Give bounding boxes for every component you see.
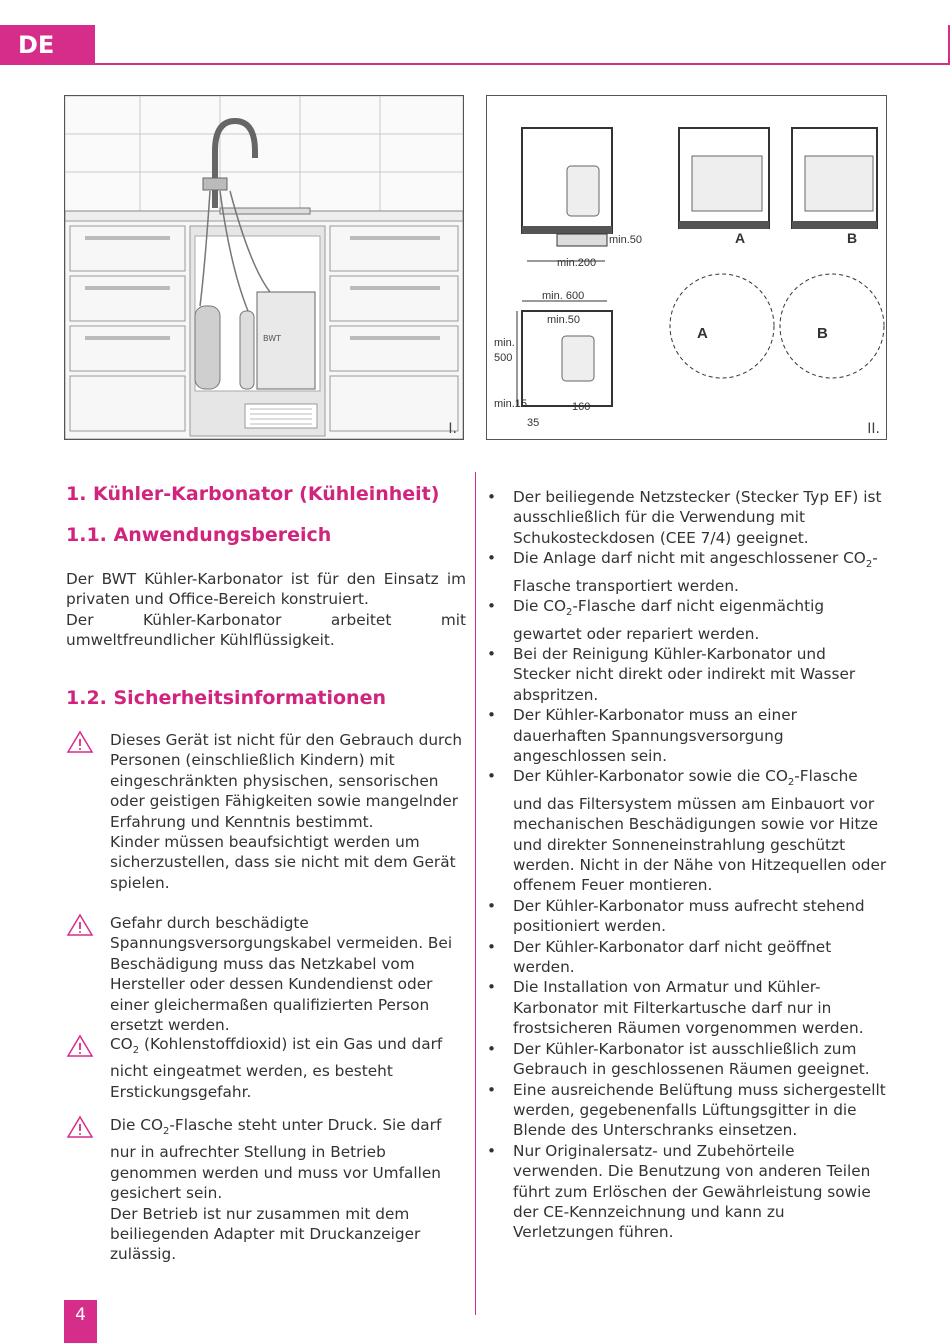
language-tab: DE	[0, 25, 95, 65]
figure-installation-dimensions	[486, 95, 887, 440]
list-item: • Die $CO_2$-Flasche darf nicht eigenmächtig gewartet oder repariert werden.	[487, 597, 825, 643]
list-item: • Der Kühler-Karbonator sowie die $CO_2$-Flasche und das Filtersystem müssen am Einbauort vor mechanischen Beschädigungen sowie vor Hitze und direkter Sonneneinstrahlung geschützt werden. Nicht in der Nähe von Hitzequellen oder offenem Feuer montieren.	[487, 767, 887, 895]
figure-label-1: I.	[448, 421, 457, 437]
warning-text-4-rest: -Flasche steht unter Druck. Sie darf nur in aufrechter Stellung in Betrieb genommen werden und muss vor Umfallen gesichert sein.	[110, 1116, 442, 1203]
warning-text-1b: Kinder müssen beaufsichtigt werden um sicherzustellen, dass sie nicht mit dem Gerät spielen.	[110, 833, 456, 892]
dim-min15: min.15	[494, 398, 528, 410]
dim-min50-a: min.50	[609, 234, 643, 246]
warning-text-4	[110, 1115, 470, 1265]
scope-text-2: Der Kühler-Karbonator arbeitet mit umweltfreundlicher Kühlflüssigkeit.	[66, 610, 466, 650]
scope-text-1: Der BWT Kühler-Karbonator ist für den Einsatz im privaten und Office-Bereich konstruiert.	[66, 570, 466, 609]
subsection-title-scope: 1.1. Anwendungsbereich	[66, 524, 332, 546]
brand-mark: BWT	[263, 334, 281, 343]
figure-kitchen-installation	[64, 95, 464, 440]
list-item: • Die Installation von Armatur und Kühler-Karbonator mit Filterkartusche darf nur in frostsicheren Räumen vorgenommen werden.	[487, 978, 864, 1038]
co2-text: Die CO	[110, 1116, 164, 1134]
co2-subscript: 2	[163, 1126, 170, 1138]
dim-min50-b: min.50	[547, 314, 581, 326]
warning-text-3	[110, 1034, 470, 1102]
dim-min200: min.200	[557, 257, 597, 269]
letter-b-top: B	[847, 230, 858, 246]
list-item: • Der Kühler-Karbonator muss aufrecht stehend positioniert werden.	[487, 896, 865, 936]
dim-min-label: min.	[494, 337, 515, 349]
page-number: 4	[64, 1300, 97, 1343]
list-item: • Nur Originalersatz- und Zubehörteile verwenden. Die Benutzung von anderen Teilen führt zum Erlöschen der Gewährleistung sowie der CE-Kennzeichnung und kann zu Verletzungen führen.	[487, 1141, 871, 1242]
dim-35: 35	[527, 417, 540, 429]
warning-triangle-icon	[66, 913, 94, 937]
dim-500: 500	[494, 352, 513, 364]
co2-text: CO	[110, 1035, 133, 1053]
figure-label-2: II.	[867, 421, 880, 437]
safety-bullet-list	[487, 487, 887, 1243]
scope-paragraph	[66, 569, 466, 651]
warning-triangle-icon	[66, 1034, 94, 1058]
dim-min600: min. 600	[542, 290, 585, 302]
list-item: • Bei der Reinigung Kühler-Karbonator und Stecker nicht direkt oder indirekt mit Wasser abspritzen.	[487, 644, 856, 704]
co2-subscript: 2	[132, 1045, 140, 1057]
section-title: 1. Kühler-Karbonator (Kühleinheit)	[66, 483, 440, 505]
warning-triangle-icon	[66, 1115, 94, 1139]
subsection-title-safety: 1.2. Sicherheitsinformationen	[66, 687, 386, 709]
letter-a-detail: A	[697, 325, 708, 342]
kitchen-illustration	[65, 96, 463, 439]
warning-text-1a: Dieses Gerät ist nicht für den Gebrauch durch Personen (einschließlich Kindern) mit eingeschränkten physischen, sensorischen oder geistigen Fähigkeiten sowie mangelnder Erfahrung und Kenntnis bestimmt.	[110, 731, 463, 831]
list-item: • Eine ausreichende Belüftung muss sichergestellt werden, gegebenenfalls Lüftungsgitter in die Blende des Unterschranks einsetzen.	[487, 1080, 886, 1140]
list-item: • Der Kühler-Karbonator muss an einer dauerhaften Spannungsversorgung angeschlossen sein.	[487, 706, 797, 765]
column-divider	[475, 472, 476, 1315]
warning-text-2: Gefahr durch beschädigte Spannungsversorgungskabel vermeiden. Bei Beschädigung muss das Netzkabel vom Hersteller oder dessen Kundendienst oder einer gleichermaßen qualifizierten Person ersetzt werden.	[110, 914, 453, 1035]
warning-text-4b: Der Betrieb ist nur zusammen mit dem beiliegenden Adapter mit Druckanzeiger zulässig.	[110, 1204, 421, 1264]
warning-text-1	[110, 730, 470, 893]
letter-b-detail: B	[817, 325, 828, 342]
list-item: • Der Kühler-Karbonator darf nicht geöffnet werden.	[487, 937, 832, 977]
list-item: • Der Kühler-Karbonator ist ausschließlich zum Gebrauch in geschlossenen Räumen geeignet.	[487, 1039, 870, 1079]
warning-text-3-rest: (Kohlenstoffdioxid) ist ein Gas und darf nicht eingeatmet werden, es besteht Erstickungsgefahr.	[110, 1035, 443, 1101]
dimension-illustration	[487, 96, 886, 439]
list-item: • Die Anlage darf nicht mit angeschlossener $CO_2$-Flasche transportiert werden.	[487, 549, 878, 595]
warning-triangle-icon	[66, 730, 94, 754]
list-item: • Der beiliegende Netzstecker (Stecker Typ EF) ist ausschließlich für die Verwendung mit Schukosteckdosen (CEE 7/4) geeignet.	[487, 488, 882, 547]
header-rule	[95, 63, 950, 65]
dim-160: 160	[572, 401, 591, 413]
letter-a-top: A	[735, 230, 746, 246]
